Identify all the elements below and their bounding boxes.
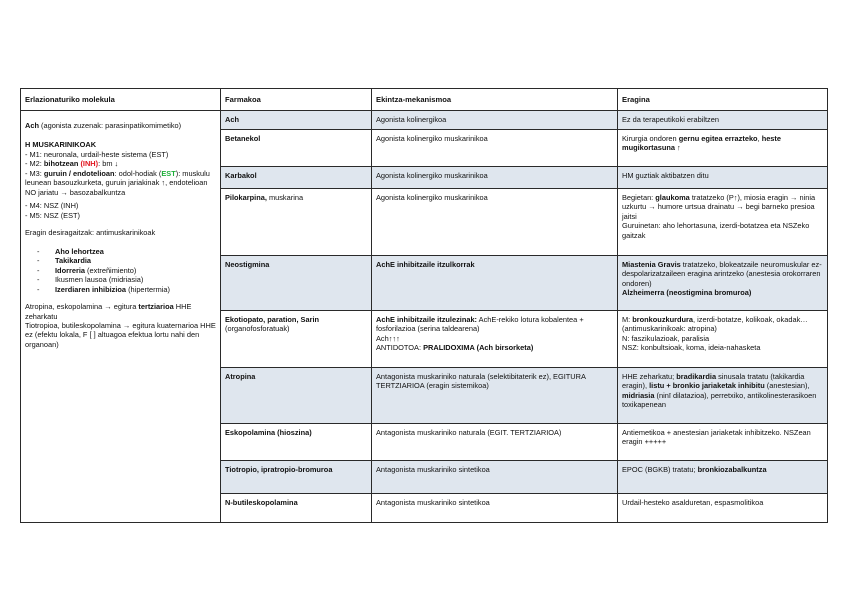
effect-rest: tratatzeko (P↑), miosia eragin → ninia uzkurtu → humore urtsua drainatu → begi barneko presioa jaitsi: [622, 193, 816, 221]
atropine-bold: tertziarioa: [138, 302, 174, 312]
ach-label: Ach: [25, 121, 39, 130]
m3-prefix: - M3:: [25, 168, 44, 178]
effect-bold-2: heste mugikortasuna: [622, 134, 781, 153]
list-item: [55, 256, 216, 265]
mechanism-cell: Agonista kolinergiko muskarinikoa: [372, 167, 618, 189]
receptor-m1: - M1: neuronala, urdail-heste sistema (EST): [25, 149, 169, 159]
effect-prefix: Begietan:: [622, 193, 656, 202]
drug-cell: N-butileskopolamina: [221, 494, 372, 523]
effect-bold: bronkouzkurdura: [632, 315, 694, 324]
pharmacology-table: [20, 88, 828, 523]
effect-rest: , izerdi-botatze, kolikoak, okadak… (antimuskarinikoak: atropina): [622, 315, 808, 334]
effect-cell: Antiemetikoa + anestesian jariaketak inhibitzeko. NSZean eragin +++++: [618, 424, 828, 461]
effect-cell: [618, 461, 828, 494]
antidote-label: ANTIDOTOA:: [376, 343, 424, 353]
effect-bold: Takikardia: [55, 256, 92, 266]
mechanism-cell: Antagonista muskariniko sintetikoa: [372, 494, 618, 523]
mechanism-cell: Antagonista muskariniko naturala (selektibitaterik ez), EGITURA TERTZIARIOA (eragin sistemikoa): [372, 368, 618, 424]
effect-cell: Ez da terapeutikoki erabiltzen: [618, 111, 828, 130]
list-item: [55, 266, 216, 275]
m2-inh-label: (INH): [80, 159, 99, 169]
effect-mid: sinusala tratatu (takikardia eragin),: [622, 372, 805, 391]
table-row: [21, 111, 828, 130]
receptor-m5: - M5: NSZ (EST): [25, 210, 81, 220]
m3-bold: guruin / endotelioan: [43, 168, 115, 178]
ach-text: (agonista zuzenak: parasinpatikomimetiko): [38, 121, 182, 130]
effect-prefix: Kirurgia ondoren: [622, 134, 679, 143]
effect-cell: [618, 130, 828, 167]
list-item: [55, 285, 216, 294]
effect-bold-2: listu + bronkio jariaketak inhibitu: [649, 381, 765, 391]
drug-cell: Atropina: [221, 368, 372, 424]
mechanism-cell: Agonista kolinergiko muskarinikoa: [372, 189, 618, 256]
m3-rest: ): muskulu leunean basouzkurketa, guruin jariakinak ↑, endotelioan NO jariatu → basozabalkuntza: [25, 168, 210, 197]
drug-cell: Karbakol: [221, 167, 372, 189]
effect-cell: [618, 256, 828, 311]
receptor-m4: - M4: NSZ (INH): [25, 201, 79, 211]
header-related-molecule: Erlazionaturiko molekula: [21, 89, 221, 111]
antidote-name: PRALIDOXIMA (Ach birsorketa): [423, 343, 534, 353]
receptor-m2: [25, 159, 216, 168]
m2-prefix: - M2:: [25, 159, 44, 169]
effect-bold: Aho lehortzea: [55, 246, 104, 256]
list-item: [55, 275, 216, 284]
effect-rest: Ikusmen lausoa (midriasia): [55, 275, 144, 285]
effect-rest: ↑: [674, 143, 681, 153]
mechanism-cell: Agonista kolinergikoa: [372, 111, 618, 130]
effect-rest: (extreñimiento): [85, 265, 137, 275]
effect-bold: glaukoma: [655, 193, 690, 202]
related-molecule-cell: [21, 111, 221, 523]
effect-cell: Urdail-hesteko asalduretan, espasmolitikoa: [618, 494, 828, 523]
effect-prefix: M:: [622, 315, 633, 324]
effect-bold: gernu egitea errazteko: [678, 134, 758, 143]
drug-name: Pilokarpina,: [225, 193, 267, 202]
effect-line-2: Alzheimerra (neostigmina bromuroa): [622, 288, 752, 298]
effect-cell: HM guztiak aktibatzen ditu: [618, 167, 828, 189]
m2-rest: : bm ↓: [98, 159, 119, 169]
effect-bold: Idorreria: [55, 265, 85, 275]
receptor-m3: [25, 169, 216, 197]
effect-rest: tratatzeko, blokeatzaile neuromuskular ez-despolarizatzaileen eragina arintzeko (anestesia orokorraren ondoren): [622, 260, 822, 288]
effect-line-3: NSZ: konbultsioak, koma, ideia-nahasketa: [622, 343, 761, 353]
effect-prefix: EPOC (BGKB) tratatu;: [622, 465, 698, 474]
effect-line-2: Guruinetan: aho lehortasuna, izerdi-botatzea eta NSZeko gaitzak: [622, 221, 810, 240]
effect-rest: (hipertermia): [126, 284, 170, 294]
drug-cell: Neostigmina: [221, 256, 372, 311]
effect-mid-2: (anestesian),: [764, 381, 810, 391]
mechanism-bold: AchE inhibitzaile itzulezinak:: [376, 315, 478, 324]
atropine-rest: HHE zeharkatu: [25, 302, 192, 321]
mechanism-cell: [372, 311, 618, 368]
drug-cell: Betanekol: [221, 130, 372, 167]
mechanism-cell: AchE inhibitzaile itzulkorrak: [372, 256, 618, 311]
drug-cell: [221, 189, 372, 256]
drug-extra: (organofosforatuak): [225, 324, 290, 334]
effect-cell: [618, 189, 828, 256]
atropine-prefix: Atropina, eskopolamina → egitura: [25, 302, 139, 312]
mechanism-line-2: Ach↑↑↑: [376, 333, 400, 343]
table-header-row: [21, 89, 828, 111]
mechanism-cell: Antagonista muskariniko naturala (EGIT. TERTZIARIOA): [372, 424, 618, 461]
effect-bold: Izerdiaren inhibizioa: [55, 284, 127, 294]
mechanism-rest: AchE-rekiko lotura kobalentea + fosforilazioa (serina taldearena): [376, 315, 584, 334]
effect-cell: [618, 368, 828, 424]
drug-extra: muskarina: [266, 193, 304, 202]
effect-bold: Miastenia Gravis: [622, 260, 681, 269]
effect-bold: bradikardia: [676, 372, 717, 381]
mechanism-cell: Agonista kolinergiko muskarinikoa: [372, 130, 618, 167]
effect-bold-3: midriasia: [622, 390, 655, 400]
header-drug: Farmakoa: [221, 89, 372, 111]
mechanism-cell: Antagonista muskariniko sintetikoa: [372, 461, 618, 494]
list-item: [55, 247, 216, 256]
atropine-note: [25, 302, 216, 321]
header-mechanism: Ekintza-mekanismoa: [372, 89, 618, 111]
effect-mid: ,: [757, 134, 762, 143]
m3-est-label: EST: [161, 168, 176, 178]
tiotropio-note: Tiotropioa, butileskopolamina → egitura kuaternarioa HHE ez (efektu lokala, F [ ] altuagoa efektua lortu nahi den organoan): [25, 320, 216, 349]
effect-bold: bronkiozabalkuntza: [697, 465, 767, 474]
receptors-title: H MUSKARINIKOAK: [25, 140, 97, 150]
effect-rest: (ninī dilatazioa), perretxiko, antikolinesterasikoen toxikapenean: [622, 390, 817, 410]
effect-line-2: N: faszikulazioak, paralisia: [622, 333, 710, 343]
m3-mid: : odol-hodiak (: [114, 168, 162, 178]
effect-prefix: HHE zeharkatu;: [622, 372, 677, 381]
effect-cell: [618, 311, 828, 368]
header-effect: Eragina: [618, 89, 828, 111]
antidote-line: [376, 343, 613, 352]
m2-bold: bihotzean: [43, 159, 79, 169]
unwanted-effects-title: Eragin desiragaitzak: antimuskarinikoak: [25, 228, 156, 238]
drug-cell: Tiotropio, ipratropio-bromuroa: [221, 461, 372, 494]
unwanted-effects-list: [25, 247, 216, 294]
drug-cell: Ach: [221, 111, 372, 130]
drug-cell: [221, 311, 372, 368]
drug-name: Ekotiopato, paration, Sarin: [225, 315, 320, 324]
drug-cell: Eskopolamina (hioszina): [221, 424, 372, 461]
